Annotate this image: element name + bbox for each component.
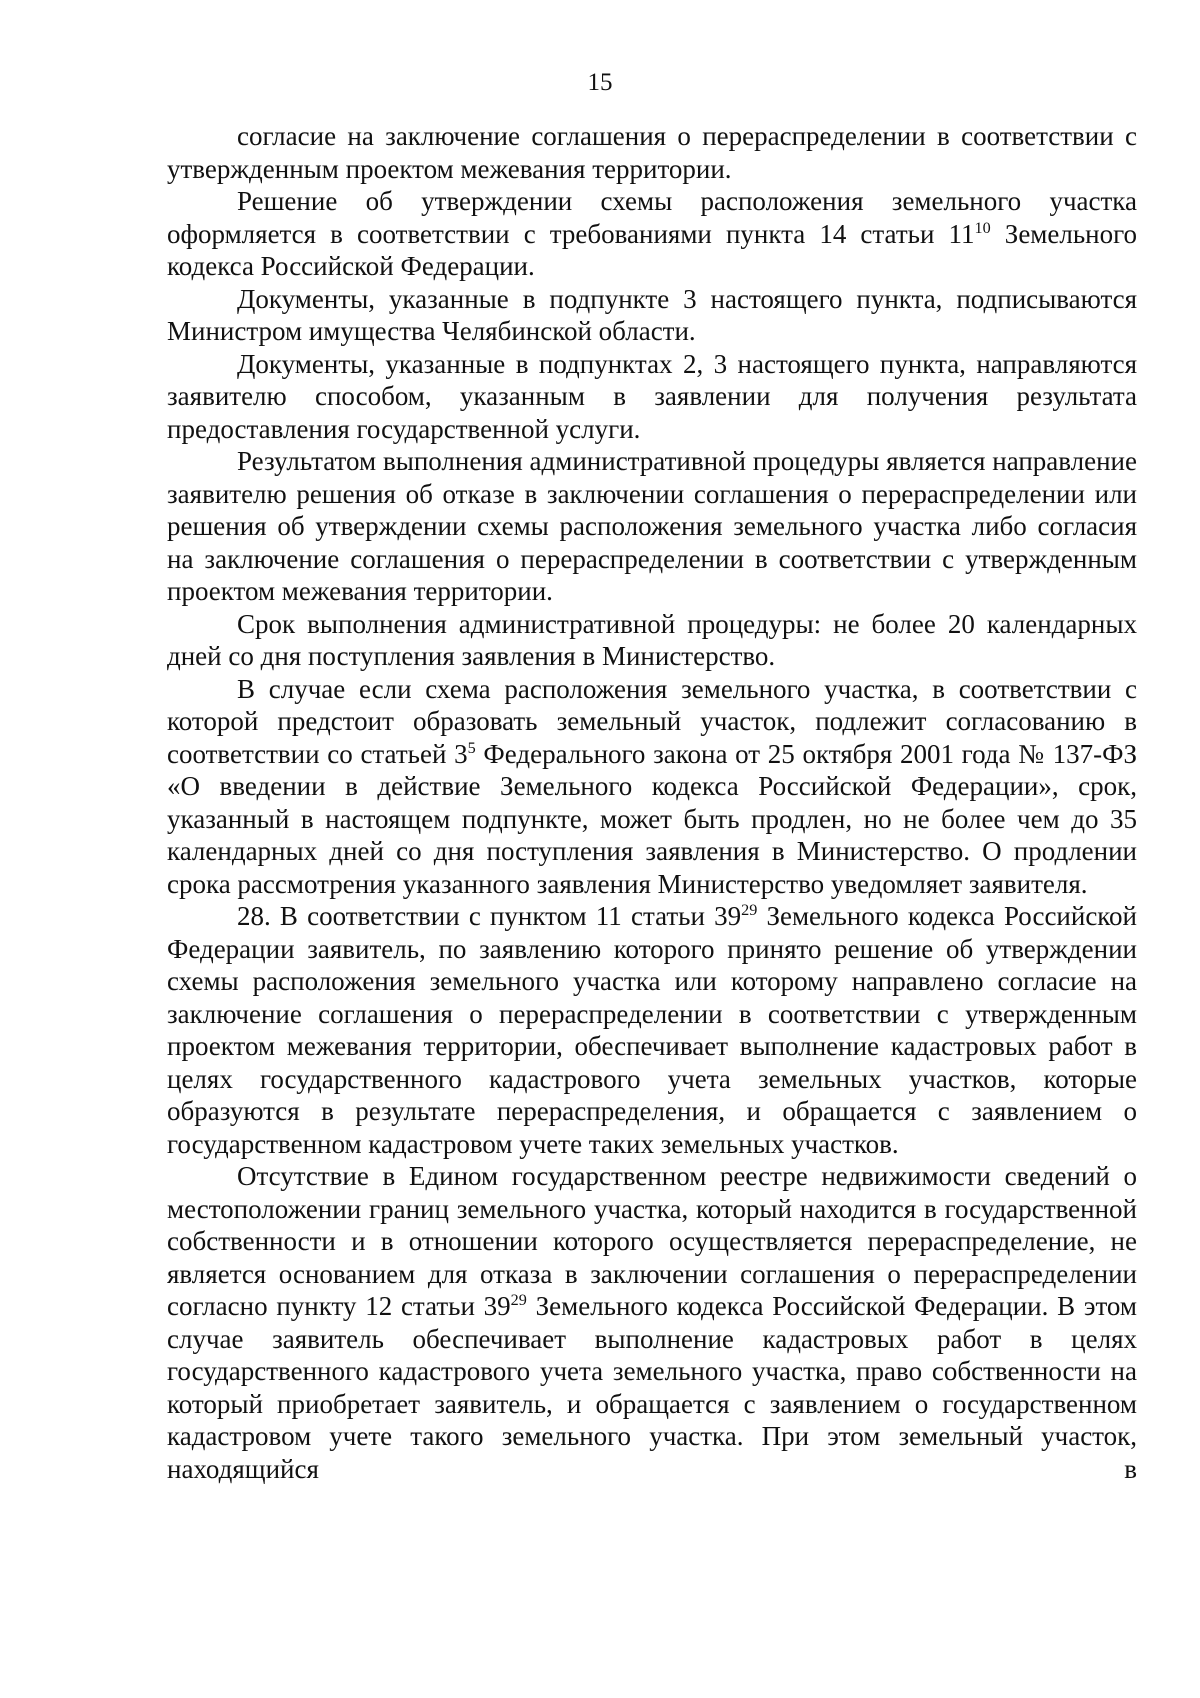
paragraph-p-term [167, 608, 1137, 673]
text-run: В случае если схема расположения земельного участка, в соответствии с которой предстоит образовать земельный участок, подлежит согласованию в соответствии со статьей 3 [167, 673, 1137, 769]
text-run: Отсутствие в Едином государственном реестре недвижимости сведений о местоположении границ земельного участка, который находится в государственной собственности и в отношении которого осуществляется перераспределение, не является основанием для отказа в заключении соглашения о перераспределении согласно пункту 12 статьи 39 [167, 1161, 1137, 1321]
text-run: Результатом выполнения административной процедуры является направление заявителю решения об отказе в заключении соглашения о перераспределении или решения об утверждении схемы расположения земельного участка либо согласия на заключение соглашения о перераспределении в соответствии с утвержденным проектом межевания территории. [167, 446, 1137, 606]
superscript: 29 [741, 901, 758, 919]
paragraph-p-signing [167, 283, 1137, 348]
paragraph-p-result [167, 445, 1137, 608]
paragraph-p-28 [167, 900, 1137, 1160]
paragraph-p-cont [167, 120, 1137, 185]
text-run: Документы, указанные в подпункте 3 настоящего пункта, подписываются Министром имущества Челябинской области. [167, 283, 1137, 346]
text-run: Земельного кодекса Российской Федерации заявитель, по заявлению которого принято решение об утверждении схемы расположения земельного участка или которому направлено согласие на заключение соглашения о перераспределении в соответствии с утвержденным проектом межевания территории, обеспечивает выполнение кадастровых работ в целях государственного кадастрового учета земельных участков, которые образуются в результате перераспределения, и обращается с заявлением о государственном кадастровом учете таких земельных участков. [167, 901, 1138, 1159]
paragraph-p-extension [167, 673, 1137, 901]
text-run: Срок выполнения административной процедуры: не более 20 календарных дней со дня поступления заявления в Министерство. [167, 608, 1137, 671]
text-run: Федерального закона от 25 октября 2001 года № 137-ФЗ «О введении в действие Земельного кодекса Российской Федерации», срок, указанный в настоящем подпункте, может быть продлен, но не более чем до 35 календарных дней со дня поступления заявления в Министерство. О продлении срока рассмотрения указанного заявления Министерство уведомляет заявителя. [167, 738, 1137, 899]
document-body [167, 120, 1137, 1485]
text-run: согласие на заключение соглашения о перераспределении в соответствии с утвержденным проектом межевания территории. [167, 121, 1137, 184]
text-run: Решение об утверждении схемы расположения земельного участка оформляется в соответствии с требованиями пункта 14 статьи 11 [167, 186, 1137, 249]
superscript: 29 [510, 1291, 527, 1309]
text-run: 28. В соответствии с пунктом 11 статьи 39 [237, 901, 742, 931]
paragraph-p-scheme-decision [167, 185, 1137, 283]
superscript: 5 [467, 738, 476, 757]
paragraph-p-sending [167, 348, 1137, 446]
text-run: Документы, указанные в подпунктах 2, 3 настоящего пункта, направляются заявителю способом, указанным в заявлении для получения результата предоставления государственной услуги. [167, 348, 1137, 444]
text-run: Земельного кодекса Российской Федерации. [167, 218, 1138, 281]
page-number: 15 [587, 69, 613, 96]
paragraph-p-absence [167, 1160, 1137, 1485]
text-run: Земельного кодекса Российской Федерации. В этом случае заявитель обеспечивает выполнение кадастровых работ в целях государственного кадастрового учета земельного участка, право собственности на который приобретает заявитель, и обращается с заявлением о государственном кадастровом учете такого земельного участка. При этом земельный участок, находящийся в [167, 1291, 1137, 1484]
superscript: 10 [974, 218, 991, 237]
